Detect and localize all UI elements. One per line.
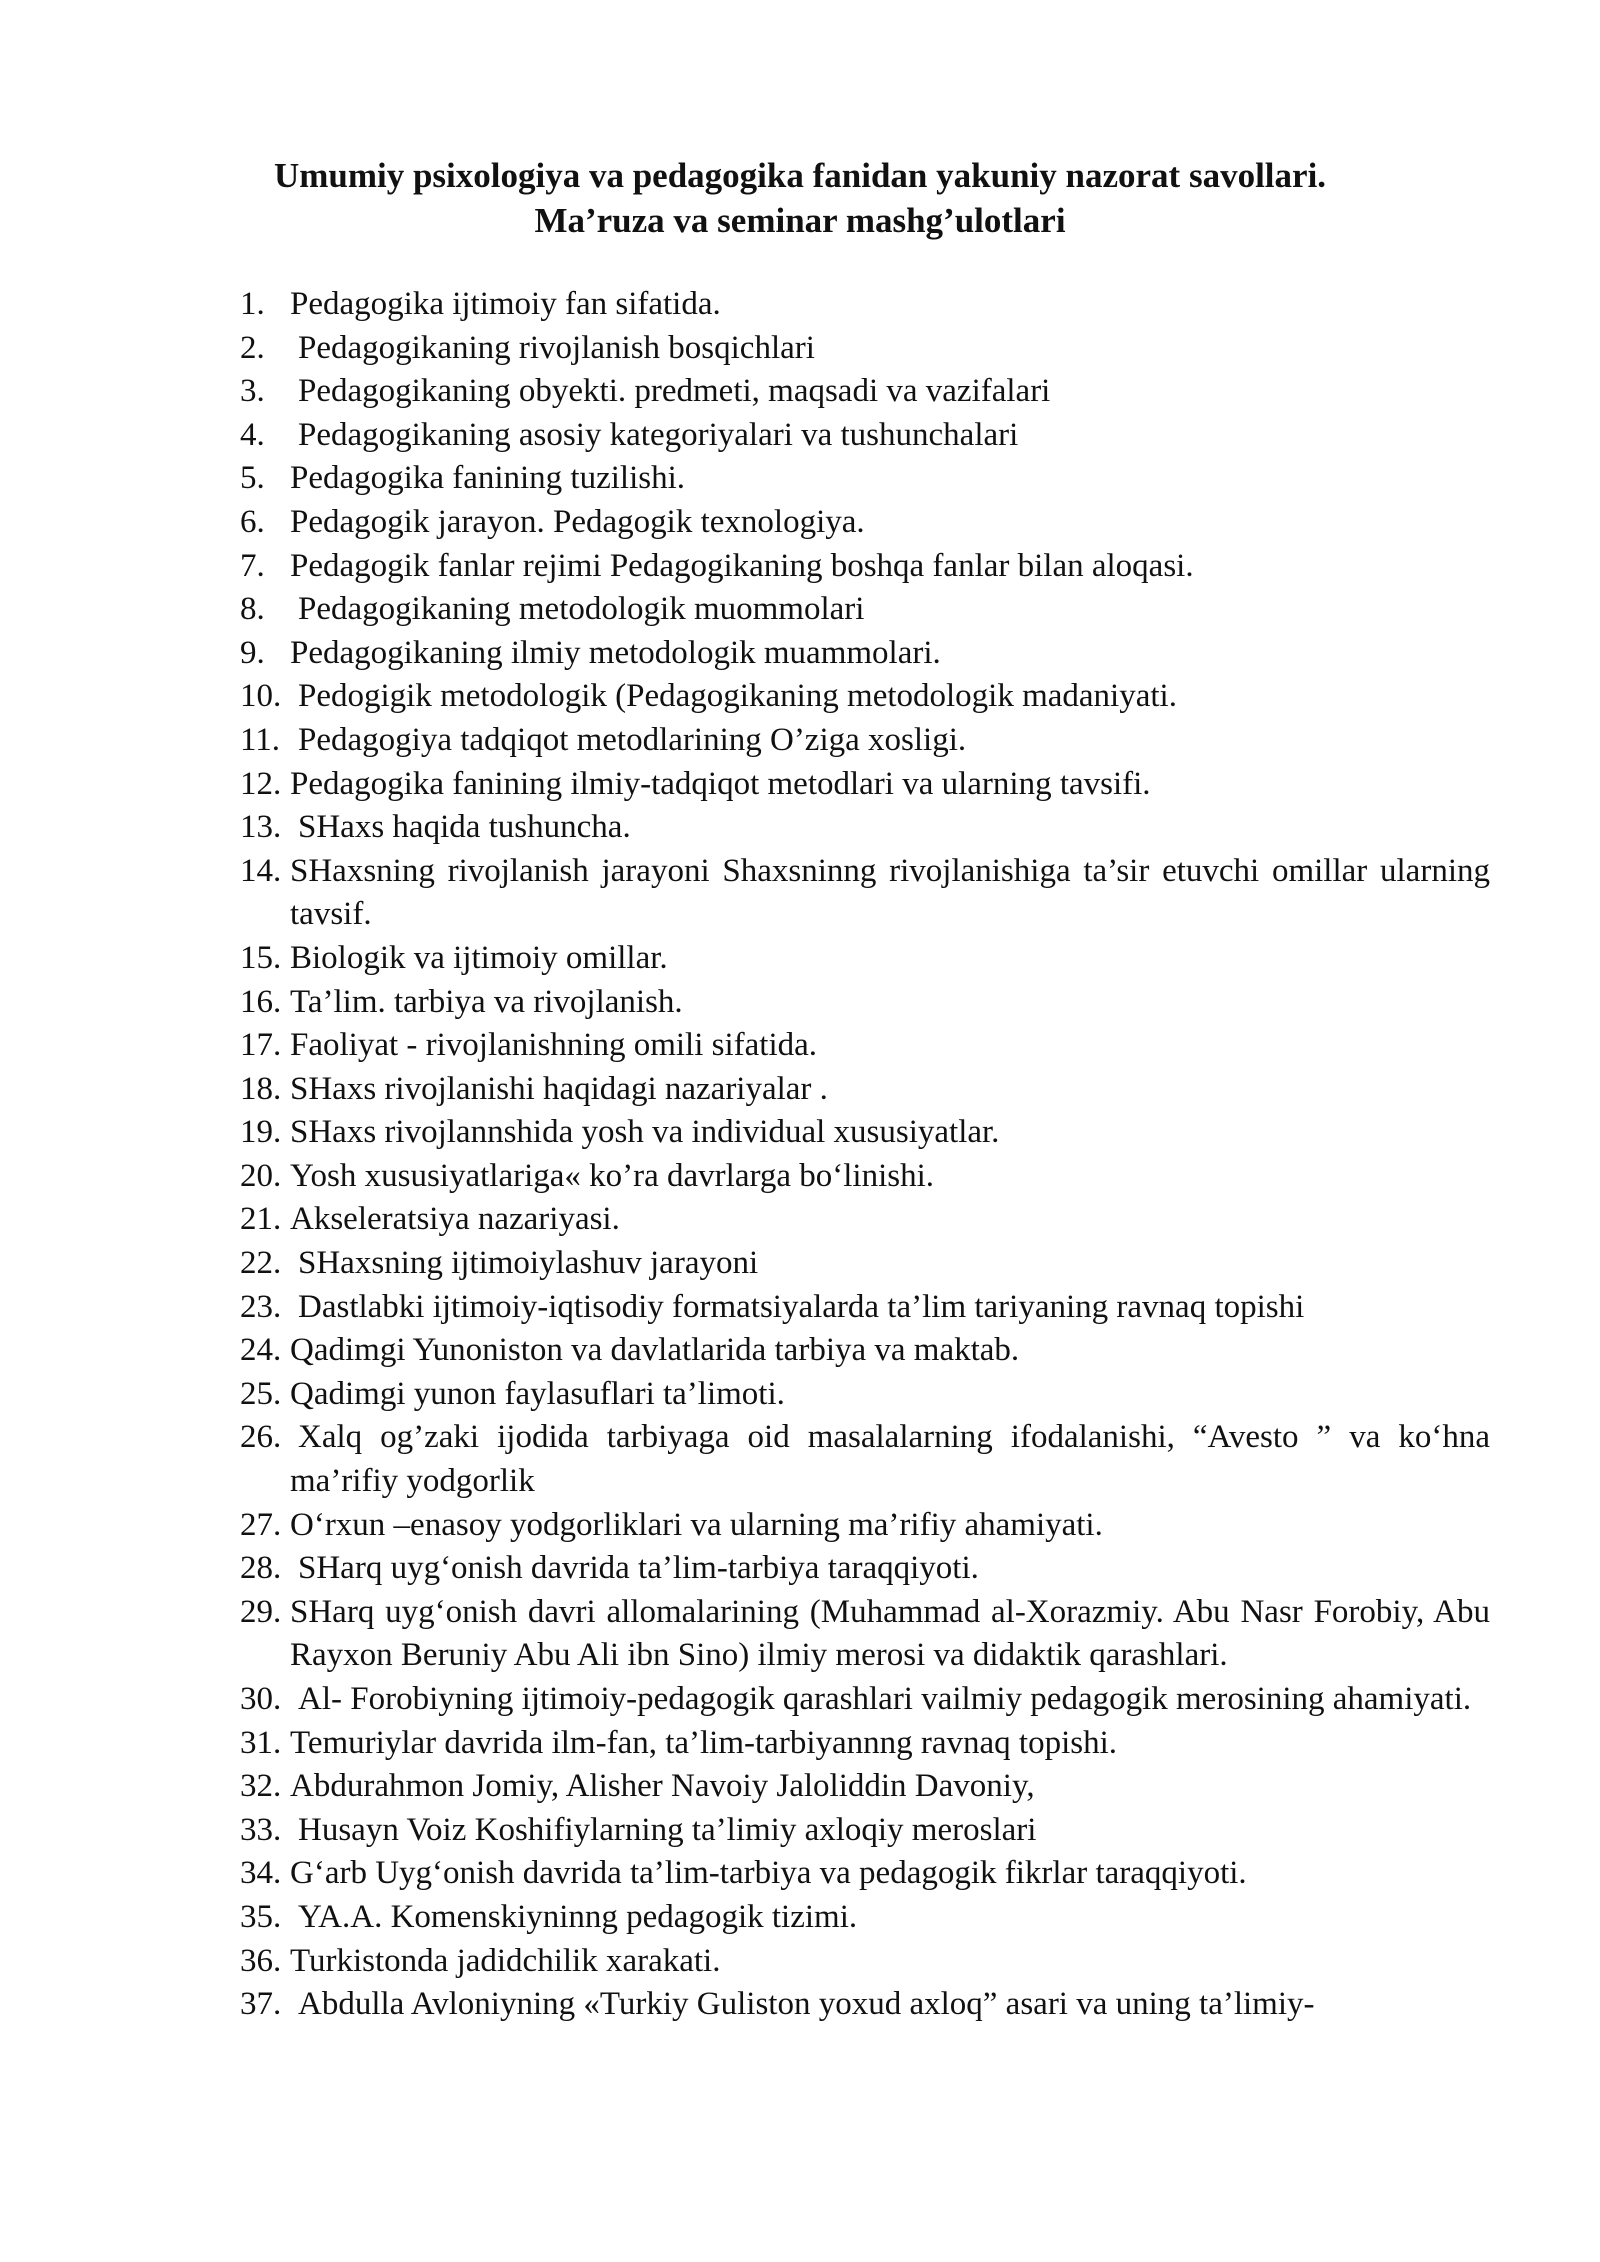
question-number: 24. — [240, 1332, 282, 1369]
list-item — [240, 1983, 1490, 2027]
question-number: 27. — [240, 1506, 282, 1543]
question-number: 16. — [240, 983, 282, 1020]
question-text: SHaxsning ijtimoiylashuv jarayoni — [298, 1245, 759, 1282]
question-number: 7. — [240, 547, 265, 584]
question-text: Pedagogikaning asosiy kategoriyalari va tushunchalari — [298, 416, 1019, 453]
list-item — [240, 1722, 1490, 1766]
question-text: Al- Forobiyning ijtimoiy-pedagogik qarashlari vailmiy pedagogik merosining ahamiyati. — [298, 1681, 1472, 1717]
list-item — [240, 545, 1490, 589]
list-item — [240, 1504, 1490, 1548]
question-number: 9. — [240, 634, 265, 671]
question-text: Pedagogika ijtimoiy fan sifatida. — [290, 286, 721, 322]
list-item — [240, 1678, 1490, 1722]
question-number: 19. — [240, 1114, 282, 1151]
question-list — [240, 283, 1490, 2027]
question-number: 4. — [240, 416, 265, 453]
question-number: 26. — [240, 1419, 282, 1456]
question-number: 28. — [240, 1550, 282, 1587]
list-item — [240, 1198, 1490, 1242]
question-text: Pedagogiya tadqiqot metodlarining O’ziga xosligi. — [298, 721, 967, 758]
question-text: Qadimgi yunon faylasuflari ta’limoti. — [290, 1375, 785, 1412]
list-item — [240, 1896, 1490, 1940]
list-item — [240, 1024, 1490, 1068]
question-number: 8. — [240, 591, 265, 628]
question-number: 15. — [240, 939, 282, 976]
question-text: Faoliyat - rivojlanishning omili sifatida. — [290, 1027, 818, 1064]
question-text: Abdulla Avloniyning «Turkiy Guliston yoxud axloq” asari va uning ta’limiy- — [298, 1986, 1315, 2023]
list-item — [240, 981, 1490, 1025]
question-number: 25. — [240, 1375, 282, 1412]
question-text: Pedagogikaning obyekti. predmeti, maqsadi va vazifalari — [298, 373, 1051, 410]
question-text: SHaxsning rivojlanish jarayoni Shaxsninng rivojlanishiga ta’sir etuvchi omillar ularning tavsif. — [290, 852, 1490, 933]
question-number: 37. — [240, 1986, 282, 2023]
question-number: 36. — [240, 1942, 282, 1979]
question-text: Turkistonda jadidchilik xarakati. — [290, 1942, 721, 1979]
question-number: 14. — [240, 852, 282, 889]
question-text: SHaxs rivojlanishi haqidagi nazariyalar . — [290, 1070, 828, 1107]
question-number: 31. — [240, 1724, 282, 1761]
list-item — [240, 719, 1490, 763]
question-number: 32. — [240, 1768, 282, 1805]
question-text: YA.A. Komenskiyninng pedagogik tizimi. — [298, 1898, 858, 1935]
list-item — [240, 1852, 1490, 1896]
question-text: Biologik va ijtimoiy omillar. — [290, 939, 668, 976]
question-text: Temuriylar davrida ilm-fan, ta’lim-tarbiyannng ravnaq topishi. — [290, 1724, 1118, 1761]
question-number: 11. — [240, 721, 281, 758]
question-number: 34. — [240, 1855, 282, 1892]
document-title: Umumiy psixologiya va pedagogika fanidan yakuniy nazorat savollari. — [273, 156, 1327, 195]
question-number: 17. — [240, 1027, 282, 1064]
list-item — [240, 1155, 1490, 1199]
question-text: G‘arb Uyg‘onish davrida ta’lim-tarbiya va pedagogik fikrlar taraqqiyoti. — [290, 1855, 1247, 1892]
list-item — [240, 283, 1490, 327]
question-text: SHarq uyg‘onish davrida ta’lim-tarbiya taraqqiyoti. — [298, 1550, 979, 1587]
list-item — [240, 675, 1490, 719]
list-item — [240, 1547, 1490, 1591]
question-number: 23. — [240, 1288, 282, 1325]
list-item — [240, 501, 1490, 545]
list-item — [240, 1940, 1490, 1984]
list-item — [240, 1765, 1490, 1809]
document-subtitle: Ma’ruza va seminar mashg’ulotlari — [534, 201, 1066, 240]
question-number: 2. — [240, 329, 265, 366]
question-number: 10. — [240, 678, 282, 715]
list-item — [240, 370, 1490, 414]
question-text: Pedagogikaning rivojlanish bosqichlari — [298, 329, 815, 366]
question-number: 5. — [240, 460, 265, 497]
question-text: Pedagogik jarayon. Pedagogik texnologiya. — [290, 503, 865, 540]
question-number: 18. — [240, 1070, 282, 1107]
question-text: SHarq uyg‘onish davri allomalarining (Muhammad al-Xorazmiy. Abu Nasr Forobiy, Abu Rayxon Beruniy Abu Ali ibn Sino) ilmiy merosi va didaktik qarashlari. — [290, 1593, 1490, 1674]
document-header — [0, 153, 1600, 243]
list-item — [240, 414, 1490, 458]
question-number: 33. — [240, 1811, 282, 1848]
question-text: Ta’lim. tarbiya va rivojlanish. — [290, 983, 683, 1020]
question-number: 30. — [240, 1681, 282, 1717]
list-item — [240, 763, 1490, 807]
question-number: 1. — [240, 286, 265, 322]
question-text: Pedagogik fanlar rejimi Pedagogikaning boshqa fanlar bilan aloqasi. — [290, 547, 1194, 584]
list-item — [240, 1416, 1490, 1503]
list-item — [240, 1286, 1490, 1330]
list-item — [240, 1329, 1490, 1373]
question-text: Xalq og’zaki ijodida tarbiyaga oid masalalarning ifodalanishi, “Avesto ” va ko‘hna ma’rifiy yodgorlik — [290, 1419, 1490, 1500]
question-number: 13. — [240, 809, 282, 846]
question-text: Pedagogikaning metodologik muommolari — [298, 591, 865, 628]
question-text: Abdurahmon Jomiy, Alisher Navoiy Jaloliddin Davoniy, — [290, 1768, 1035, 1805]
question-number: 12. — [240, 765, 282, 802]
question-text: Husayn Voiz Koshifiylarning ta’limiy axloqiy meroslari — [298, 1811, 1037, 1848]
list-item — [240, 327, 1490, 371]
question-number: 3. — [240, 373, 265, 410]
question-text: O‘rxun –enasoy yodgorliklari va ularning ma’rifiy ahamiyati. — [290, 1506, 1103, 1543]
question-text: SHaxs rivojlannshida yosh va individual xususiyatlar. — [290, 1114, 1000, 1151]
list-item — [240, 1591, 1490, 1678]
question-number: 21. — [240, 1201, 282, 1238]
list-item — [240, 632, 1490, 676]
question-text: Akseleratsiya nazariyasi. — [290, 1201, 620, 1238]
list-item — [240, 1242, 1490, 1286]
list-item — [240, 1809, 1490, 1853]
list-item — [240, 457, 1490, 501]
question-text: Yosh xususiyatlariga« ko’ra davrlarga bo‘linishi. — [290, 1157, 935, 1194]
list-item — [240, 588, 1490, 632]
question-number: 35. — [240, 1898, 282, 1935]
question-number: 22. — [240, 1245, 282, 1282]
question-text: Pedagogikaning ilmiy metodologik muammolari. — [290, 634, 941, 671]
question-text: Pedagogika fanining ilmiy-tadqiqot metodlari va ularning tavsifi. — [290, 765, 1151, 802]
question-text: SHaxs haqida tushuncha. — [298, 809, 631, 846]
question-number: 29. — [240, 1593, 282, 1630]
list-item — [240, 1373, 1490, 1417]
list-item — [240, 1111, 1490, 1155]
question-number: 20. — [240, 1157, 282, 1194]
question-text: Pedogigik metodologik (Pedagogikaning metodologik madaniyati. — [298, 678, 1177, 715]
question-text: Qadimgi Yunoniston va davlatlarida tarbiya va maktab. — [290, 1332, 1020, 1369]
question-text: Dastlabki ijtimoiy-iqtisodiy formatsiyalarda ta’lim tariyaning ravnaq topishi — [298, 1288, 1305, 1325]
list-item — [240, 1068, 1490, 1112]
list-item — [240, 937, 1490, 981]
list-item — [240, 850, 1490, 937]
question-text: Pedagogika fanining tuzilishi. — [290, 460, 686, 497]
question-number: 6. — [240, 503, 265, 540]
list-item — [240, 806, 1490, 850]
